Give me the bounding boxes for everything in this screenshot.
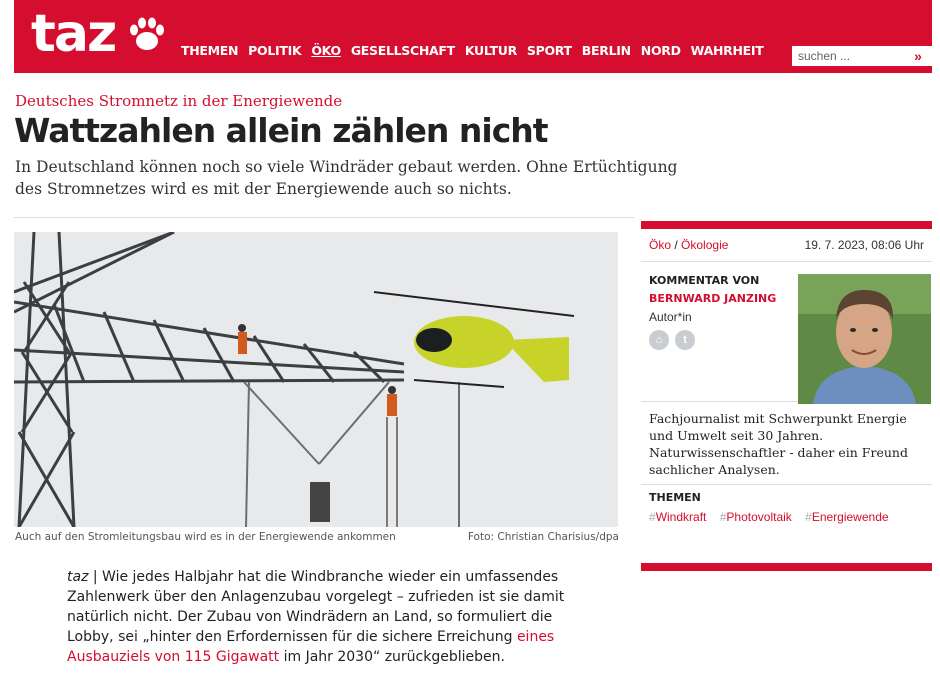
- nav-item-berlin[interactable]: BERLIN: [581, 43, 631, 58]
- breadcrumb-subsection[interactable]: Ökologie: [681, 238, 729, 252]
- breadcrumb: [649, 238, 728, 252]
- article-title: Wattzahlen allein zählen nicht: [14, 111, 548, 150]
- breadcrumb-separator: /: [674, 238, 678, 252]
- author-links: [649, 330, 695, 350]
- themes-box: [641, 484, 932, 530]
- search-input[interactable]: [792, 46, 909, 66]
- nav-item-oeko[interactable]: ÖKO: [311, 43, 341, 58]
- nav-item-nord[interactable]: NORD: [640, 43, 681, 58]
- search-box: [792, 46, 932, 66]
- site-header: [14, 0, 932, 73]
- tag-photovoltaik[interactable]: [720, 510, 792, 524]
- main-nav: [181, 43, 773, 58]
- tag-list: [649, 510, 924, 524]
- article-kicker: Deutsches Stromnetz in der Energiewende: [15, 92, 343, 110]
- article-lead: In Deutschland können noch so viele Windräder gebaut werden. Ohne Ertüchtigung des Stromnetzes wird es mit der Energiewende auch so nichts.: [15, 158, 678, 198]
- body-link[interactable]: eines Ausbauziels von 115 Gigawatt: [67, 629, 555, 665]
- themes-label: THEMEN: [649, 491, 701, 504]
- double-chevron-right-icon[interactable]: »: [914, 48, 922, 64]
- hash-icon: #: [805, 510, 812, 524]
- divider: [14, 217, 634, 218]
- publish-date: 19. 7. 2023, 08:06 Uhr: [804, 238, 924, 252]
- nav-item-kultur[interactable]: KULTUR: [464, 43, 517, 58]
- author-portrait[interactable]: [798, 274, 931, 404]
- body-text-2: im Jahr 2030“ zurückgeblieben.: [279, 649, 505, 665]
- nav-item-wahrheit[interactable]: WAHRHEIT: [690, 43, 764, 58]
- nav-item-sport[interactable]: SPORT: [526, 43, 572, 58]
- article-photo[interactable]: [14, 232, 618, 527]
- author-role: Autor*in: [649, 310, 692, 324]
- home-icon[interactable]: ⌂: [649, 330, 669, 350]
- nav-item-gesellschaft[interactable]: GESELLSCHAFT: [350, 43, 455, 58]
- hash-icon: #: [649, 510, 656, 524]
- author-bio: Fachjournalist mit Schwerpunkt Energie und Umwelt seit 30 Jahren. Naturwissenschaftler - daher ein Freund sachlicher Analysen.: [641, 401, 932, 484]
- article-meta: [641, 229, 932, 262]
- comment-label: KOMMENTAR VON: [649, 274, 760, 287]
- tag-label: Photovoltaik: [726, 510, 792, 524]
- tag-windkraft[interactable]: [649, 510, 706, 524]
- nav-item-themen[interactable]: THEMEN: [181, 43, 239, 58]
- tag-label: Energiewende: [811, 510, 889, 524]
- body-source: taz: [67, 569, 89, 585]
- nav-item-politik[interactable]: POLITIK: [248, 43, 302, 58]
- article-sidebar: [641, 221, 932, 571]
- photo-credit: Foto: Christian Charisius/dpa: [467, 531, 619, 543]
- photo-caption: [15, 531, 619, 543]
- taz-logo[interactable]: taz: [31, 4, 116, 64]
- tag-label: Windkraft: [655, 510, 707, 524]
- breadcrumb-section[interactable]: Öko: [649, 238, 672, 252]
- paw-logo-icon[interactable]: [127, 14, 167, 54]
- portrait-illustration: [798, 274, 931, 404]
- author-name[interactable]: BERNWARD JANZING: [649, 292, 777, 305]
- article-body: [67, 567, 567, 667]
- twitter-icon[interactable]: t: [675, 330, 695, 350]
- author-box: [641, 262, 932, 401]
- hash-icon: #: [719, 510, 727, 524]
- pylon-helicopter-illustration: [14, 232, 618, 527]
- body-text-1: | Wie jedes Halbjahr hat die Windbranche wieder ein umfassendes Zahlenwerk über den Anlagenzubau vorgelegt – zufrieden ist sie damit natürlich nicht. Der Zubau von Windrädern an Land, so formuliert die Lobby, sei „hinter den Erfordernissen für die sichere Erreichung: [67, 569, 565, 645]
- tag-energiewende[interactable]: [805, 510, 888, 524]
- caption-text: Auch auf den Stromleitungsbau wird es in der Energiewende ankommen: [15, 531, 396, 543]
